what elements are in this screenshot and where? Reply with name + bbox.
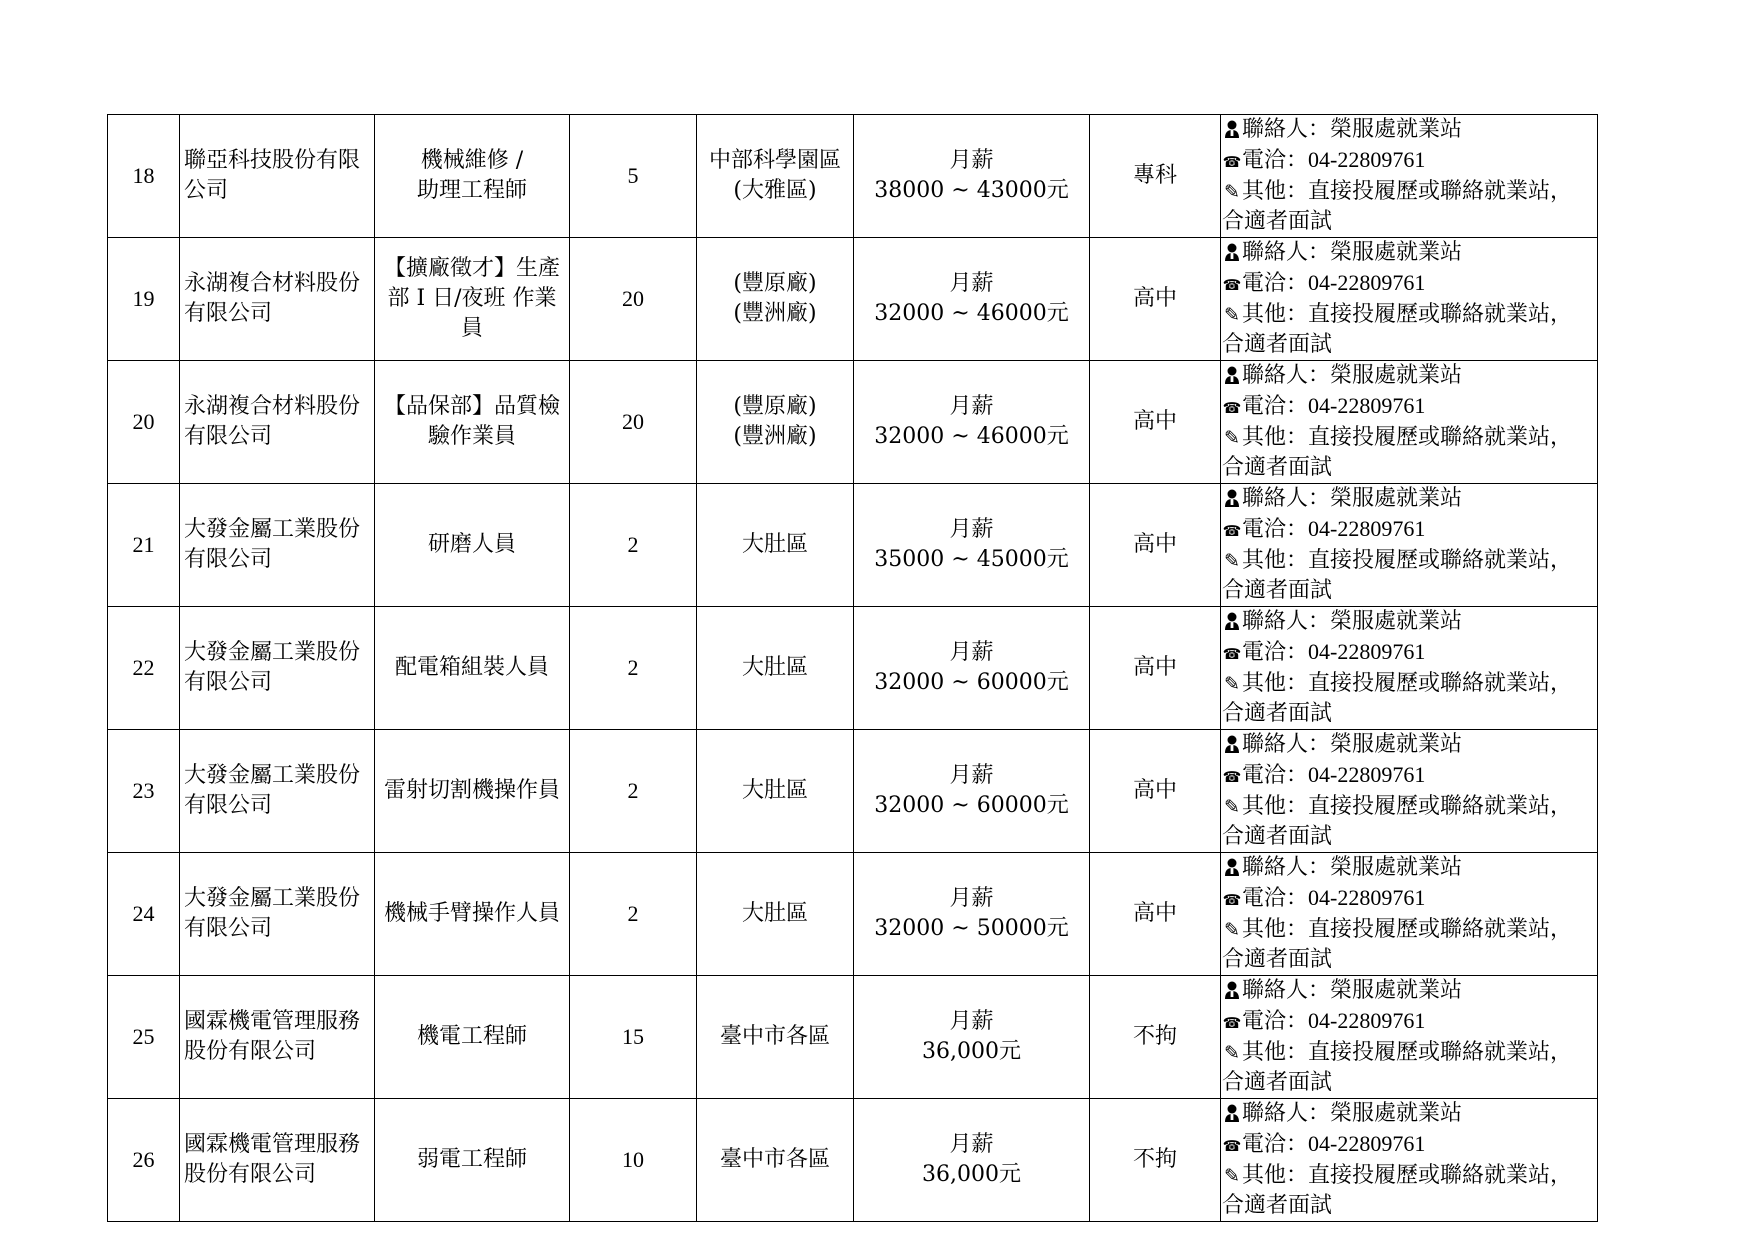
- headcount-cell: [570, 484, 697, 607]
- work-location: (豐洲廠): [733, 424, 817, 449]
- phone-icon: ☎: [1222, 399, 1242, 417]
- contact-phone-line: [1222, 268, 1597, 300]
- salary-type: 月薪: [949, 763, 994, 788]
- contact-cell: [1221, 484, 1598, 607]
- contact-person-label: 聯絡人：: [1242, 117, 1331, 142]
- contact-phone-value: 04-22809761: [1308, 393, 1426, 418]
- contact-other-value: 直接投履歷或聯絡就業站，: [1308, 302, 1573, 327]
- headcount: 20: [622, 286, 644, 311]
- row-number-cell: [108, 976, 180, 1099]
- contact-cell: [1221, 853, 1598, 976]
- note-icon: ✎: [1224, 550, 1240, 572]
- contact-person-label: 聯絡人：: [1242, 855, 1331, 880]
- company-name: 永湖複合材料股份有限公司: [184, 271, 361, 326]
- contact-phone-label: 電洽：: [1242, 886, 1309, 911]
- contact-person-line: [1222, 115, 1597, 145]
- contact-other-label: 其他：: [1242, 425, 1309, 450]
- note-icon: ✎: [1224, 1165, 1240, 1187]
- position-cell: [375, 607, 570, 730]
- contact-person-line: [1222, 361, 1597, 391]
- position-title: 雷射切割機操作員: [383, 778, 560, 803]
- contact-other-value-2: 合適者面試: [1222, 209, 1333, 234]
- education-cell: [1090, 115, 1221, 238]
- contact-other-value: 直接投履歷或聯絡就業站，: [1308, 1040, 1573, 1065]
- contact-cell: [1221, 1099, 1598, 1222]
- contact-phone-line: [1222, 391, 1597, 423]
- position-title: 機電工程師: [416, 1024, 527, 1049]
- note-icon: ✎: [1224, 673, 1240, 695]
- position-title: 【擴廠徵才】生產部 I 日/夜班 作業員: [383, 256, 560, 341]
- contact-other-line: [1222, 1038, 1597, 1068]
- work-location: (大雅區): [733, 178, 817, 203]
- company-cell: [180, 484, 375, 607]
- headcount-cell: [570, 361, 697, 484]
- contact-phone-label: 電洽：: [1242, 271, 1309, 296]
- contact-person-value: 榮服處就業站: [1330, 240, 1463, 265]
- headcount: 2: [627, 778, 639, 803]
- location-cell: [697, 976, 854, 1099]
- row-number: 21: [132, 532, 155, 557]
- company-cell: [180, 853, 375, 976]
- location-cell: [697, 115, 854, 238]
- salary-range: 32000 ~ 46000元: [874, 424, 1069, 449]
- headcount: 2: [627, 655, 639, 680]
- salary-type: 月薪: [949, 1132, 994, 1157]
- work-location: 大肚區: [741, 778, 808, 803]
- contact-other-value: 直接投履歷或聯絡就業站，: [1308, 548, 1573, 573]
- education-cell: [1090, 976, 1221, 1099]
- contact-person-value: 榮服處就業站: [1330, 609, 1463, 634]
- education-cell: [1090, 1099, 1221, 1222]
- person-icon: [1222, 365, 1242, 385]
- contact-other-label: 其他：: [1242, 1040, 1309, 1065]
- contact-phone-label: 電洽：: [1242, 1009, 1309, 1034]
- salary-range: 38000 ~ 43000元: [874, 178, 1069, 203]
- salary-type: 月薪: [949, 1009, 994, 1034]
- person-icon: [1222, 857, 1242, 877]
- education-requirement: 高中: [1132, 409, 1177, 434]
- position-title: 弱電工程師: [416, 1147, 527, 1172]
- phone-icon: ☎: [1222, 768, 1242, 786]
- salary-cell: [854, 238, 1090, 361]
- education-requirement: 專科: [1132, 163, 1177, 188]
- contact-person-label: 聯絡人：: [1242, 732, 1331, 757]
- contact-person-value: 榮服處就業站: [1330, 732, 1463, 757]
- person-icon: [1222, 119, 1242, 139]
- contact-other-line: [1222, 669, 1597, 699]
- contact-other-label: 其他：: [1242, 302, 1309, 327]
- row-number: 20: [132, 409, 155, 434]
- phone-icon: ☎: [1222, 276, 1242, 294]
- position-title: 【品保部】品質檢驗作業員: [383, 394, 560, 449]
- contact-phone-value: 04-22809761: [1308, 762, 1426, 787]
- contact-other-value: 直接投履歷或聯絡就業站，: [1308, 671, 1573, 696]
- table-row: [108, 976, 1598, 1099]
- location-cell: [697, 607, 854, 730]
- position-title: 研磨人員: [427, 532, 516, 557]
- position-title: 機械手臂操作人員: [383, 901, 560, 926]
- row-number-cell: [108, 361, 180, 484]
- contact-cell: [1221, 238, 1598, 361]
- company-cell: [180, 1099, 375, 1222]
- headcount: 5: [627, 163, 639, 188]
- table-row: [108, 361, 1598, 484]
- row-number: 19: [132, 286, 155, 311]
- position-title: 配電箱組裝人員: [394, 655, 549, 680]
- company-name: 大發金屬工業股份有限公司: [184, 763, 361, 818]
- person-icon: [1222, 488, 1242, 508]
- contact-other-line-2: [1222, 822, 1597, 852]
- table-row: [108, 238, 1598, 361]
- company-cell: [180, 976, 375, 1099]
- education-requirement: 高中: [1132, 655, 1177, 680]
- contact-other-line: [1222, 792, 1597, 822]
- contact-phone-label: 電洽：: [1242, 1132, 1309, 1157]
- row-number-cell: [108, 730, 180, 853]
- contact-other-label: 其他：: [1242, 1163, 1309, 1188]
- person-icon: [1222, 611, 1242, 631]
- work-location: 臺中市各區: [719, 1024, 830, 1049]
- position-cell: [375, 853, 570, 976]
- position-title: 助理工程師: [416, 178, 527, 203]
- headcount: 2: [627, 532, 639, 557]
- contact-other-line: [1222, 300, 1597, 330]
- phone-icon: ☎: [1222, 522, 1242, 540]
- headcount-cell: [570, 607, 697, 730]
- company-name: 永湖複合材料股份有限公司: [184, 394, 361, 449]
- row-number-cell: [108, 607, 180, 730]
- salary-cell: [854, 730, 1090, 853]
- company-cell: [180, 730, 375, 853]
- work-location: 大肚區: [741, 901, 808, 926]
- salary-range: 36,000元: [922, 1039, 1021, 1064]
- note-icon: ✎: [1224, 796, 1240, 818]
- row-number: 26: [132, 1147, 155, 1172]
- location-cell: [697, 361, 854, 484]
- contact-other-value-2: 合適者面試: [1222, 1070, 1333, 1095]
- company-cell: [180, 115, 375, 238]
- company-name: 國霖機電管理服務股份有限公司: [184, 1132, 361, 1187]
- contact-cell: [1221, 730, 1598, 853]
- salary-type: 月薪: [949, 148, 994, 173]
- headcount-cell: [570, 238, 697, 361]
- contact-other-value: 直接投履歷或聯絡就業站，: [1308, 794, 1573, 819]
- contact-person-line: [1222, 1099, 1597, 1129]
- contact-other-value-2: 合適者面試: [1222, 947, 1333, 972]
- phone-icon: ☎: [1222, 153, 1242, 171]
- contact-other-value-2: 合適者面試: [1222, 701, 1333, 726]
- headcount-cell: [570, 115, 697, 238]
- salary-cell: [854, 976, 1090, 1099]
- company-cell: [180, 361, 375, 484]
- salary-type: 月薪: [949, 271, 994, 296]
- education-cell: [1090, 607, 1221, 730]
- note-icon: ✎: [1224, 427, 1240, 449]
- contact-other-line: [1222, 1161, 1597, 1191]
- note-icon: ✎: [1224, 1042, 1240, 1064]
- company-name: 聯亞科技股份有限公司: [184, 148, 361, 203]
- contact-phone-value: 04-22809761: [1308, 147, 1426, 172]
- note-icon: ✎: [1224, 919, 1240, 941]
- person-icon: [1222, 1103, 1242, 1123]
- position-cell: [375, 976, 570, 1099]
- row-number: 23: [132, 778, 155, 803]
- contact-other-line: [1222, 546, 1597, 576]
- headcount-cell: [570, 1099, 697, 1222]
- contact-person-line: [1222, 484, 1597, 514]
- contact-other-line-2: [1222, 699, 1597, 729]
- contact-person-line: [1222, 730, 1597, 760]
- education-cell: [1090, 484, 1221, 607]
- row-number-cell: [108, 238, 180, 361]
- contact-cell: [1221, 607, 1598, 730]
- row-number-cell: [108, 1099, 180, 1222]
- position-cell: [375, 238, 570, 361]
- contact-person-line: [1222, 853, 1597, 883]
- contact-person-value: 榮服處就業站: [1330, 855, 1463, 880]
- contact-other-value-2: 合適者面試: [1222, 455, 1333, 480]
- table-row: [108, 607, 1598, 730]
- headcount-cell: [570, 976, 697, 1099]
- work-location: 大肚區: [741, 532, 808, 557]
- contact-person-value: 榮服處就業站: [1330, 117, 1463, 142]
- company-cell: [180, 607, 375, 730]
- education-cell: [1090, 238, 1221, 361]
- row-number-cell: [108, 115, 180, 238]
- row-number-cell: [108, 853, 180, 976]
- contact-person-label: 聯絡人：: [1242, 486, 1331, 511]
- contact-other-value-2: 合適者面試: [1222, 1193, 1333, 1218]
- contact-other-line-2: [1222, 576, 1597, 606]
- table-row: [108, 853, 1598, 976]
- headcount-cell: [570, 853, 697, 976]
- company-name: 大發金屬工業股份有限公司: [184, 886, 361, 941]
- contact-person-line: [1222, 607, 1597, 637]
- contact-other-value: 直接投履歷或聯絡就業站，: [1308, 425, 1573, 450]
- contact-other-label: 其他：: [1242, 794, 1309, 819]
- location-cell: [697, 1099, 854, 1222]
- job-listing-table: [107, 114, 1598, 1222]
- note-icon: ✎: [1224, 304, 1240, 326]
- table-row: [108, 1099, 1598, 1222]
- contact-other-line-2: [1222, 453, 1597, 483]
- salary-cell: [854, 1099, 1090, 1222]
- contact-cell: [1221, 976, 1598, 1099]
- person-icon: [1222, 734, 1242, 754]
- contact-phone-line: [1222, 1129, 1597, 1161]
- position-title: 機械維修 /: [420, 148, 524, 173]
- location-cell: [697, 730, 854, 853]
- position-cell: [375, 730, 570, 853]
- salary-range: 32000 ~ 46000元: [874, 301, 1069, 326]
- contact-phone-value: 04-22809761: [1308, 885, 1426, 910]
- work-location: 大肚區: [741, 655, 808, 680]
- row-number: 24: [132, 901, 155, 926]
- contact-phone-line: [1222, 637, 1597, 669]
- education-requirement: 高中: [1132, 532, 1177, 557]
- education-requirement: 不拘: [1132, 1147, 1177, 1172]
- contact-other-value-2: 合適者面試: [1222, 824, 1333, 849]
- contact-phone-label: 電洽：: [1242, 148, 1309, 173]
- education-cell: [1090, 853, 1221, 976]
- contact-other-line-2: [1222, 207, 1597, 237]
- row-number-cell: [108, 484, 180, 607]
- contact-other-line: [1222, 177, 1597, 207]
- position-cell: [375, 115, 570, 238]
- contact-person-value: 榮服處就業站: [1330, 978, 1463, 1003]
- salary-cell: [854, 853, 1090, 976]
- contact-person-value: 榮服處就業站: [1330, 1101, 1463, 1126]
- headcount: 15: [622, 1024, 644, 1049]
- table-row: [108, 484, 1598, 607]
- contact-person-value: 榮服處就業站: [1330, 363, 1463, 388]
- contact-other-line: [1222, 915, 1597, 945]
- table-row: [108, 730, 1598, 853]
- position-cell: [375, 361, 570, 484]
- salary-cell: [854, 361, 1090, 484]
- salary-range: 32000 ~ 60000元: [874, 793, 1069, 818]
- position-cell: [375, 1099, 570, 1222]
- salary-range: 32000 ~ 50000元: [874, 916, 1069, 941]
- headcount: 10: [622, 1147, 644, 1172]
- contact-phone-value: 04-22809761: [1308, 1008, 1426, 1033]
- contact-other-value: 直接投履歷或聯絡就業站，: [1308, 179, 1573, 204]
- education-requirement: 高中: [1132, 778, 1177, 803]
- note-icon: ✎: [1224, 181, 1240, 203]
- person-icon: [1222, 242, 1242, 262]
- contact-person-line: [1222, 976, 1597, 1006]
- salary-range: 32000 ~ 60000元: [874, 670, 1069, 695]
- contact-person-label: 聯絡人：: [1242, 978, 1331, 1003]
- salary-type: 月薪: [949, 517, 994, 542]
- contact-other-line-2: [1222, 1068, 1597, 1098]
- contact-other-value-2: 合適者面試: [1222, 578, 1333, 603]
- contact-phone-value: 04-22809761: [1308, 270, 1426, 295]
- contact-other-line-2: [1222, 1191, 1597, 1221]
- contact-phone-label: 電洽：: [1242, 394, 1309, 419]
- education-requirement: 高中: [1132, 901, 1177, 926]
- contact-other-line: [1222, 423, 1597, 453]
- contact-phone-line: [1222, 883, 1597, 915]
- contact-person-label: 聯絡人：: [1242, 363, 1331, 388]
- contact-phone-label: 電洽：: [1242, 517, 1309, 542]
- contact-phone-label: 電洽：: [1242, 763, 1309, 788]
- phone-icon: ☎: [1222, 1014, 1242, 1032]
- salary-type: 月薪: [949, 640, 994, 665]
- contact-other-label: 其他：: [1242, 548, 1309, 573]
- table-body: [108, 115, 1598, 1222]
- education-requirement: 不拘: [1132, 1024, 1177, 1049]
- contact-person-label: 聯絡人：: [1242, 609, 1331, 634]
- salary-cell: [854, 115, 1090, 238]
- row-number: 18: [132, 163, 155, 188]
- contact-cell: [1221, 361, 1598, 484]
- contact-other-value-2: 合適者面試: [1222, 332, 1333, 357]
- contact-phone-line: [1222, 760, 1597, 792]
- person-icon: [1222, 980, 1242, 1000]
- work-location: 中部科學園區: [708, 148, 841, 173]
- contact-cell: [1221, 115, 1598, 238]
- contact-person-line: [1222, 238, 1597, 268]
- contact-other-line-2: [1222, 330, 1597, 360]
- phone-icon: ☎: [1222, 645, 1242, 663]
- education-cell: [1090, 730, 1221, 853]
- company-name: 國霖機電管理服務股份有限公司: [184, 1009, 361, 1064]
- contact-other-value: 直接投履歷或聯絡就業站，: [1308, 917, 1573, 942]
- phone-icon: ☎: [1222, 891, 1242, 909]
- table-row: [108, 115, 1598, 238]
- contact-phone-label: 電洽：: [1242, 640, 1309, 665]
- education-requirement: 高中: [1132, 286, 1177, 311]
- work-location: (豐原廠): [733, 271, 817, 296]
- contact-other-label: 其他：: [1242, 179, 1309, 204]
- contact-other-value: 直接投履歷或聯絡就業站，: [1308, 1163, 1573, 1188]
- company-cell: [180, 238, 375, 361]
- work-location: 臺中市各區: [719, 1147, 830, 1172]
- contact-person-label: 聯絡人：: [1242, 240, 1331, 265]
- company-name: 大發金屬工業股份有限公司: [184, 517, 361, 572]
- contact-phone-value: 04-22809761: [1308, 1131, 1426, 1156]
- contact-other-label: 其他：: [1242, 671, 1309, 696]
- contact-other-label: 其他：: [1242, 917, 1309, 942]
- education-cell: [1090, 361, 1221, 484]
- location-cell: [697, 238, 854, 361]
- contact-phone-value: 04-22809761: [1308, 639, 1426, 664]
- contact-person-value: 榮服處就業站: [1330, 486, 1463, 511]
- headcount: 2: [627, 901, 639, 926]
- contact-other-line-2: [1222, 945, 1597, 975]
- row-number: 25: [132, 1024, 155, 1049]
- contact-phone-line: [1222, 514, 1597, 546]
- salary-range: 35000 ~ 45000元: [874, 547, 1069, 572]
- headcount-cell: [570, 730, 697, 853]
- headcount: 20: [622, 409, 644, 434]
- salary-type: 月薪: [949, 394, 994, 419]
- contact-phone-value: 04-22809761: [1308, 516, 1426, 541]
- salary-cell: [854, 607, 1090, 730]
- salary-type: 月薪: [949, 886, 994, 911]
- row-number: 22: [132, 655, 155, 680]
- contact-phone-line: [1222, 1006, 1597, 1038]
- position-cell: [375, 484, 570, 607]
- salary-range: 36,000元: [922, 1162, 1021, 1187]
- work-location: (豐原廠): [733, 394, 817, 419]
- salary-cell: [854, 484, 1090, 607]
- phone-icon: ☎: [1222, 1137, 1242, 1155]
- company-name: 大發金屬工業股份有限公司: [184, 640, 361, 695]
- work-location: (豐洲廠): [733, 301, 817, 326]
- location-cell: [697, 484, 854, 607]
- contact-person-label: 聯絡人：: [1242, 1101, 1331, 1126]
- location-cell: [697, 853, 854, 976]
- contact-phone-line: [1222, 145, 1597, 177]
